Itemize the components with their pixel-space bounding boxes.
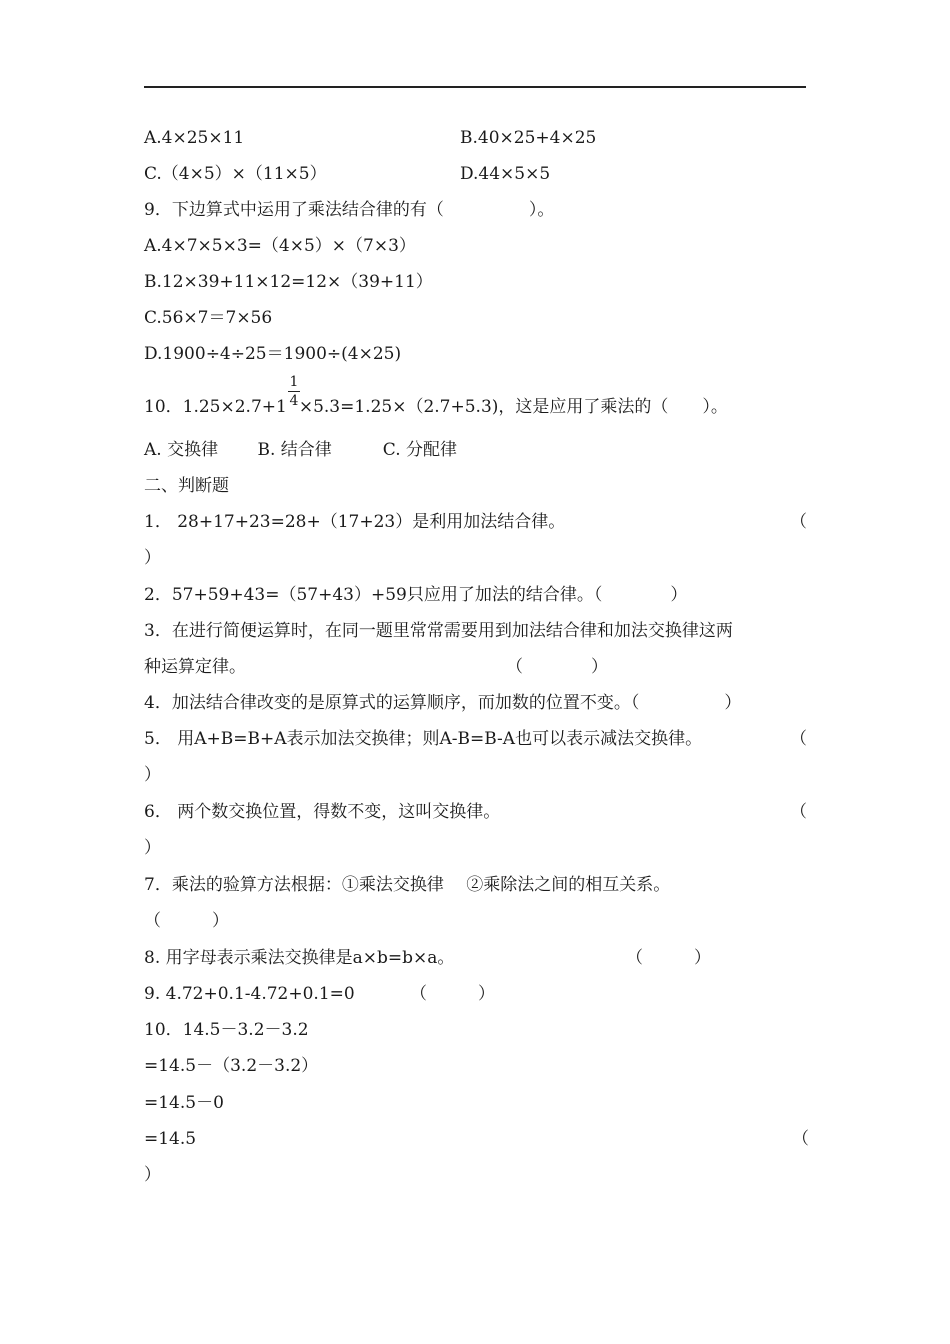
judge-8: 8. 用字母表示乘法交换律是a×b=b×a。 (144, 948, 455, 968)
judge-6-paren-close: ） (144, 838, 161, 858)
judge-9-paren: （ ） (410, 984, 495, 1004)
q10-fraction-bar (288, 391, 300, 392)
judge-10-paren-open: （ (792, 1129, 809, 1149)
judge-8-paren: （ ） (626, 948, 711, 968)
q10-fraction (288, 374, 300, 409)
judge-3-paren: （ ） (506, 657, 608, 677)
judge-10-line4: =14.5 (144, 1129, 197, 1149)
judge-5-paren-open: （ (790, 729, 807, 749)
judge-1: 1． 28+17+23=28+（17+23）是利用加法结合律。 (144, 512, 566, 532)
judge-5: 5． 用A+B=B+A表示加法交换律；则A-B=B-A也可以表示减法交换律。 (144, 729, 703, 749)
q8-option-a: A.4×25×11 (144, 128, 245, 148)
judge-7-line2: （ ） (144, 911, 229, 931)
q8-option-c: C.（4×5）×（11×5） (144, 164, 327, 184)
q9-stem: 9．下边算式中运用了乘法结合律的有（ ）。 (144, 200, 555, 220)
q9-option-c: C.56×7＝7×56 (144, 308, 273, 328)
judge-10-paren-close: ） (144, 1165, 161, 1185)
q10-stem-before: 10．1.25×2.7+1 (144, 397, 287, 417)
q8-option-b: B.40×25+4×25 (460, 128, 597, 148)
q10-stem (144, 396, 728, 418)
q9-option-d: D.1900÷4÷25＝1900÷(4×25) (144, 344, 402, 364)
judge-6-paren-open: （ (790, 802, 807, 822)
judge-6: 6． 两个数交换位置，得数不变，这叫交换律。 (144, 802, 501, 822)
judge-10-line3: =14.5－0 (144, 1093, 224, 1113)
judge-3-line2: 种运算定律。 (144, 657, 246, 677)
judge-1-paren-close: ） (144, 548, 161, 568)
q10-fraction-denominator: 4 (289, 393, 299, 409)
judge-9: 9. 4.72+0.1-4.72+0.1=0 (144, 984, 355, 1004)
q10-options: A. 交换律 B. 结合律 C. 分配律 (144, 440, 457, 460)
q8-option-d: D.44×5×5 (460, 164, 551, 184)
judge-5-paren-close: ） (144, 765, 161, 785)
q10-fraction-numerator: 1 (289, 374, 299, 390)
judge-4: 4．加法结合律改变的是原算式的运算顺序，而加数的位置不变。（ ） (144, 693, 742, 713)
judge-1-paren-open: （ (790, 512, 807, 532)
q10-stem-after: ×5.3=1.25×（2.7+5.3)，这是应用了乘法的（ ）。 (298, 397, 728, 417)
judge-2: 2．57+59+43=（57+43）+59只应用了加法的结合律。（ ） (144, 585, 688, 605)
q9-option-a: A.4×7×5×3=（4×5）×（7×3） (144, 236, 416, 256)
section-title: 二、判断题 (144, 476, 229, 496)
q9-option-b: B.12×39+11×12=12×（39+11） (144, 272, 433, 292)
judge-7-line1: 7．乘法的验算方法根据：①乘法交换律 ②乘除法之间的相互关系。 (144, 875, 671, 895)
header-rule (144, 86, 806, 88)
judge-10-line2: =14.5－（3.2－3.2） (144, 1056, 319, 1076)
judge-10-line1: 10．14.5－3.2－3.2 (144, 1020, 309, 1040)
judge-3-line1: 3．在进行简便运算时，在同一题里常常需要用到加法结合律和加法交换律这两 (144, 621, 733, 641)
